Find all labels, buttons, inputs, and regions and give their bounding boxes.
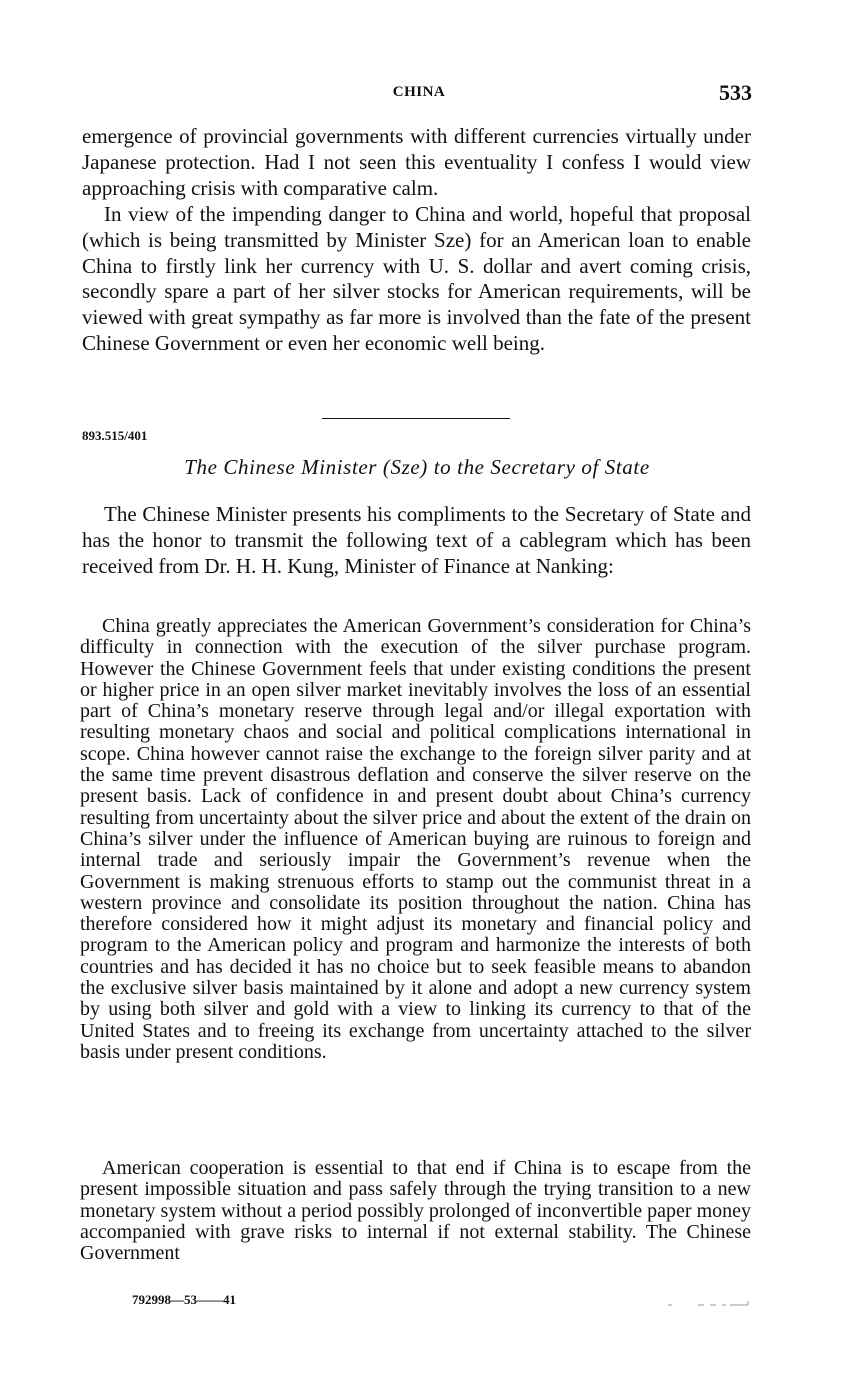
paragraph-intro: The Chinese Minister presents his compliments to the Secretary of State and has the honor to transmit the following text of a cablegram which has been received from Dr. H. H. Kung, Minister of Finance at Nanking: [82,502,751,578]
print-code: 792998—53——41 [132,1292,236,1307]
document-heading: The Chinese Minister (Sze) to the Secretary of State [184,455,650,479]
paragraph-continuation: emergence of provincial governments with different currencies virtually under Japanese protection. Had I not seen this eventuality I confess I would view approaching crisis with comparative calm. [82,124,751,200]
running-title: CHINA [392,84,446,100]
paragraph-appeal: In view of the impending danger to China and world, hopeful that proposal (which is being transmitted by Minister Sze) for an American loan to enable China to firstly link her currency with U. S. dollar and avert coming crisis, secondly spare a part of her silver stocks for American requirements, will be viewed with great sympathy as far more is involved than the fate of the present Chinese Government or even her economic well being. [82,202,751,355]
section-divider [322,418,510,419]
quoted-cablegram-paragraph-2: American cooperation is essential to that end if China is to escape from the present impossible situation and pass safely through the trying transition to a new monetary system without a period possibly prolonged of inconvertible paper money accompanied with grave risks to internal if not external stability. The Chinese Government [80,1157,751,1265]
quoted-cablegram-paragraph-1: China greatly appreciates the American Government’s consideration for China’s difficulty in connection with the execution of the silver purchase program. However the Chinese Government feels that under existing conditions the present or higher price in an open silver market inevitably involves the loss of an essential part of China’s monetary reserve through legal and/or illegal exportation with resulting monetary chaos and social and political complications international in scope. China however cannot raise the exchange to the foreign silver parity and at the same time prevent disastrous deflation and conserve the silver reserve on the present basis. Lack of confidence in and present doubt about China’s currency resulting from uncertainty about the silver price and about the extent of the drain on China’s silver under the influence of American buying are ruinous to foreign and internal trade and seriously impair the Government’s revenue when the Government is making strenuous efforts to stamp out the communist threat in a western province and consolidate its position throughout the nation. China has therefore considered how it might adjust its monetary and financial policy and program to the American policy and program and harmonize the interests of both countries and has decided it has no choice but to seek feasible means to abandon the exclusive silver basis maintained by it alone and adopt a new currency system by using both silver and gold with a view to linking its currency to that of the United States and to freeing its exchange from uncertainty attached to the silver basis under present conditions. [80,615,751,1063]
page-number: 533 [719,80,752,105]
scan-smudge [668,1300,752,1308]
file-number: 893.515/401 [82,428,148,443]
